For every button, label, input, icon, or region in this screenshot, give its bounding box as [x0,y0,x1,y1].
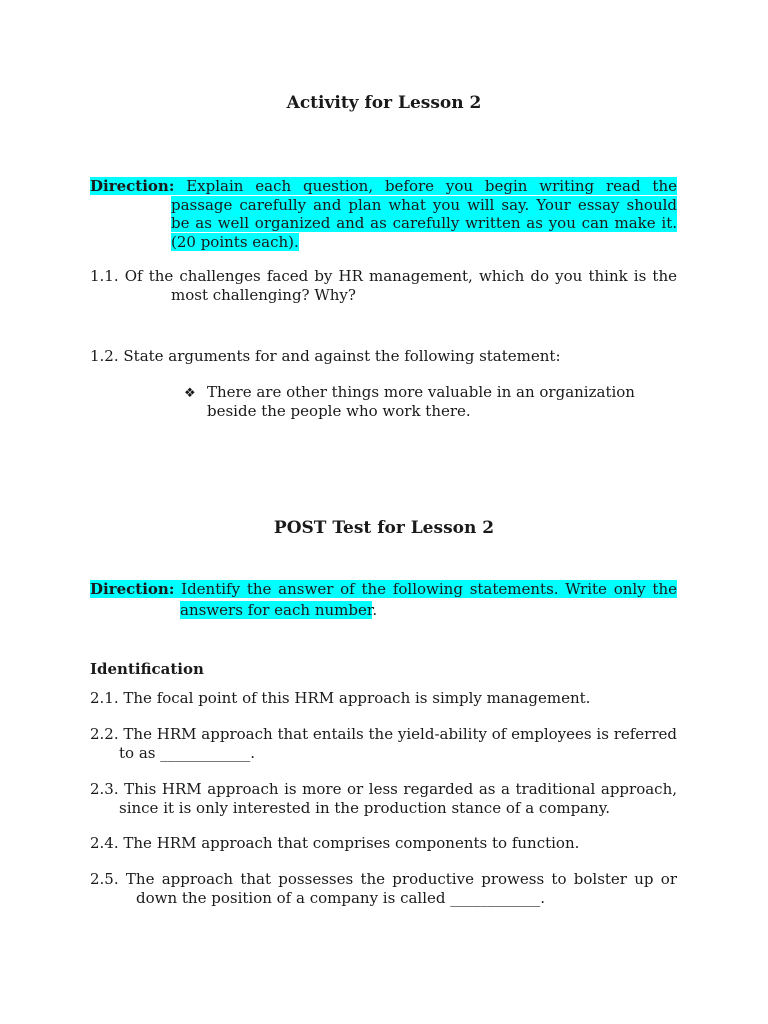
question-1-2-statement-text: There are other things more valuable in an organization beside the people who work there. [207,383,635,420]
post-test-direction-period: . [372,600,378,619]
activity-direction [90,177,677,251]
question-1-1-text: Of the challenges faced by HR management, which do you think is the most challenging? Why? [124,267,677,304]
activity-direction-text-line1: Explain each question, before you begin writing read the [186,177,677,195]
identification-item-2-1: 2.1. The focal point of this HRM approach is simply management. [90,689,591,707]
post-test-direction-text-line2: answers for each number [180,600,373,619]
question-1-2-statement [184,383,644,421]
identification-item-2-2: 2.2. The HRM approach that entails the yield-ability of employees is referred to as ____________. [90,725,677,762]
question-1-2: 1.2. State arguments for and against the following statement: [90,347,561,365]
identification-item-2-3: 2.3. This HRM approach is more or less regarded as a traditional approach, since it is only interested in the production stance of a company. [90,780,677,817]
identification-item-2-5: 2.5. The approach that possesses the productive prowess to bolster up or down the position of a company is called ____________. [90,870,677,907]
activity-direction-text-rest: passage carefully and plan what you will say. Your essay should be as well organized and as carefully written as you can make it. (20 points each). [171,195,677,251]
post-test-direction [90,580,677,619]
post-test-direction-label: Direction: [90,580,175,598]
post-test-title: POST Test for Lesson 2 [273,518,495,538]
identification-heading: Identification [90,660,204,678]
identification-item-2-4: 2.4. The HRM approach that comprises components to function. [90,834,580,852]
post-test-direction-text-line1: Identify the answer of the following statements. Write only the [181,580,677,598]
diamond-bullet-icon: ❖ [184,386,196,401]
activity-title: Activity for Lesson 2 [286,93,482,113]
activity-direction-label: Direction: [90,177,175,195]
question-1-1-number: 1.1. [90,267,119,285]
question-1-1 [90,267,677,304]
